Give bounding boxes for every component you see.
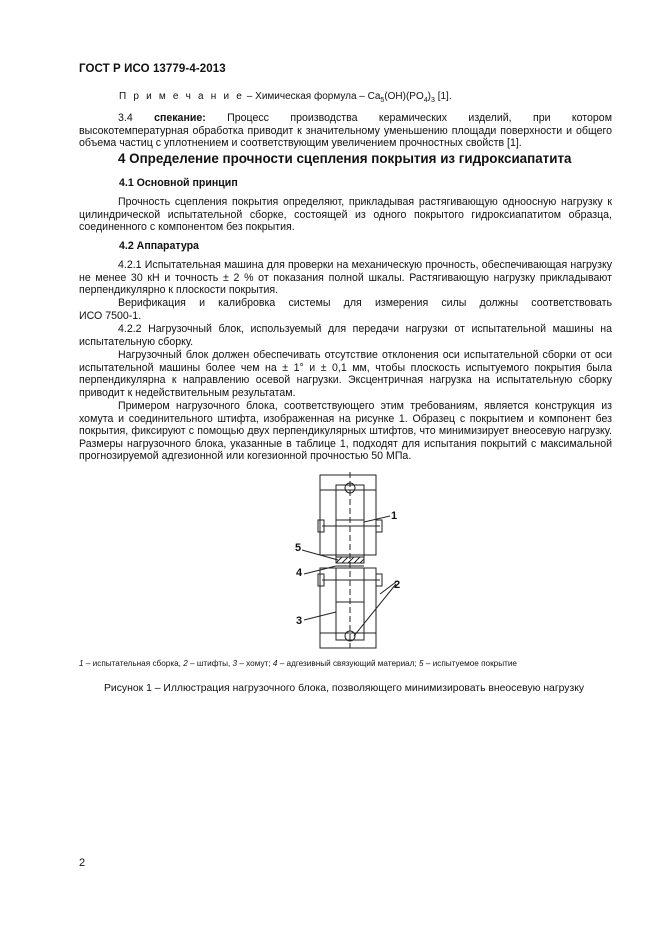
verif-word: Верификация <box>118 297 186 309</box>
definition-rest: высокотемпературная обработка приводит к значительному уменьшению площади поверхности и общего объема частиц с уплотнением и соответствующим увеличением прочностных свойств [1]. <box>79 124 612 150</box>
def-word: керамических <box>378 112 448 124</box>
def-word: производства <box>290 112 358 124</box>
verif-word: соответствовать <box>531 297 612 309</box>
figure-label-2: 2 <box>394 579 401 591</box>
verif-word: и <box>199 297 205 309</box>
verification-first-line <box>79 297 612 310</box>
legend-num: 3 <box>232 659 238 668</box>
section-4-1-text: Прочность сцепления покрытия определяют, прикладывая растягивающую одноосную нагрузку к цилиндрической испытательной сборке, состоящей из одного покрытого гидроксиапатитом образца, соединенного с компонентом без покрытия. <box>79 196 612 234</box>
legend-text: – штифты, <box>187 659 233 668</box>
def-word: котором <box>571 112 612 124</box>
example-paragraph: Примером нагрузочного блока, соответствующего этим требованиям, является конструкция из хомута и соединительного штифта, изображенная на рисунке 1. Образец с покрытием и компонент без покрытия, фиксируют с помощью двух перпендикулярных штифтов, что минимизирует внеосевую нагрузку. Размеры нагрузочного блока, указанные в таблице 1, подходят для испытания покрытий с максимальной прогнозируемой адгезионной или когезионной прочностью 50 МПа. <box>79 400 612 463</box>
load-block-paragraph: Нагрузочный блок должен обеспечивать отсутствие отклонения оси испытательной сборки от оси испытательной машины более чем на ± 1° и ± 0,1 мм, чтобы плоскость испытуемого покрытия была перпендикулярна к направлению осевой нагрузки. Эксцентричная нагрузка на испытательную сборку приводит к недействительным результатам. <box>79 349 612 399</box>
section-4-1-title: 4.1 Основной принцип <box>119 177 238 189</box>
legend-num: 5 <box>419 659 424 668</box>
figure-label-1: 1 <box>391 510 398 522</box>
verif-word: для <box>343 297 362 309</box>
figure-label-4: 4 <box>296 567 303 579</box>
verif-word: системы <box>288 297 331 309</box>
note-text-before: – Химическая формула – Ca <box>244 91 381 102</box>
legend-text: – испытательная сборка, <box>83 659 184 668</box>
top-clevis <box>320 475 376 555</box>
document-header: ГОСТ Р ИСО 13779-4-2013 <box>79 63 226 75</box>
figure-1-title: Рисунок 1 – Иллюстрация нагрузочного блока, позволяющего минимизировать внеосевую нагрузку <box>104 683 585 694</box>
legend-num: 2 <box>183 659 188 668</box>
note-sub-3: 3 <box>431 97 435 104</box>
legend-text: – испытуемое покрытие <box>423 659 517 668</box>
definition-first-line <box>79 112 612 125</box>
note-label: П р и м е ч а н и е <box>119 91 245 102</box>
verif-word: должны <box>479 297 519 309</box>
figure-1-diagram <box>280 470 420 650</box>
figure-label-5: 5 <box>295 542 302 554</box>
verification-paragraph <box>79 297 612 322</box>
section-4-title: 4 Определение прочности сцепления покрытия из гидроксиапатита <box>118 151 572 166</box>
note-text-mid2: ) <box>427 91 432 102</box>
note-sub-1: 5 <box>380 97 385 104</box>
def-word: при <box>532 112 551 124</box>
definition-number: 3.4 <box>118 112 133 124</box>
legend-num: 4 <box>272 659 278 668</box>
note-text-after: [1]. <box>434 91 452 102</box>
figure-label-3: 3 <box>296 615 303 627</box>
verif-word: силы <box>441 297 467 309</box>
legend-text: – хомут; <box>237 659 273 668</box>
legend-text: – адгезивный связующий материал; <box>277 659 420 668</box>
legend-num: 1 <box>79 659 84 668</box>
verif-word: измерения <box>374 297 429 309</box>
section-4-2-title: 4.2 Аппаратура <box>119 240 199 252</box>
verification-end: ИСО 7500-1. <box>79 309 142 322</box>
verif-word: калибровка <box>218 297 276 309</box>
figure-legend <box>79 659 517 668</box>
def-word: изделий, <box>468 112 512 124</box>
def-word: Процесс <box>227 112 269 124</box>
definition-3-4 <box>79 112 612 150</box>
note-text-mid: (OH)(PO <box>384 91 424 102</box>
chemical-formula-note <box>119 91 452 104</box>
paragraph-4-2-1: 4.2.1 Испытательная машина для проверки на механическую прочность, обеспечивающая нагрузку не менее 30 кН и точность ± 2 % от показания полной шкалы. Растягивающую нагрузку прикладывают перпендикулярно к плоскости покрытия. <box>79 259 612 297</box>
page-number: 2 <box>79 857 86 869</box>
note-sub-2: 4 <box>423 97 428 104</box>
definition-term: спекание: <box>154 112 206 124</box>
paragraph-4-2-2: 4.2.2 Нагрузочный блок, используемый для передачи нагрузки от испытательной машины на испытательную сборку. <box>79 323 612 348</box>
